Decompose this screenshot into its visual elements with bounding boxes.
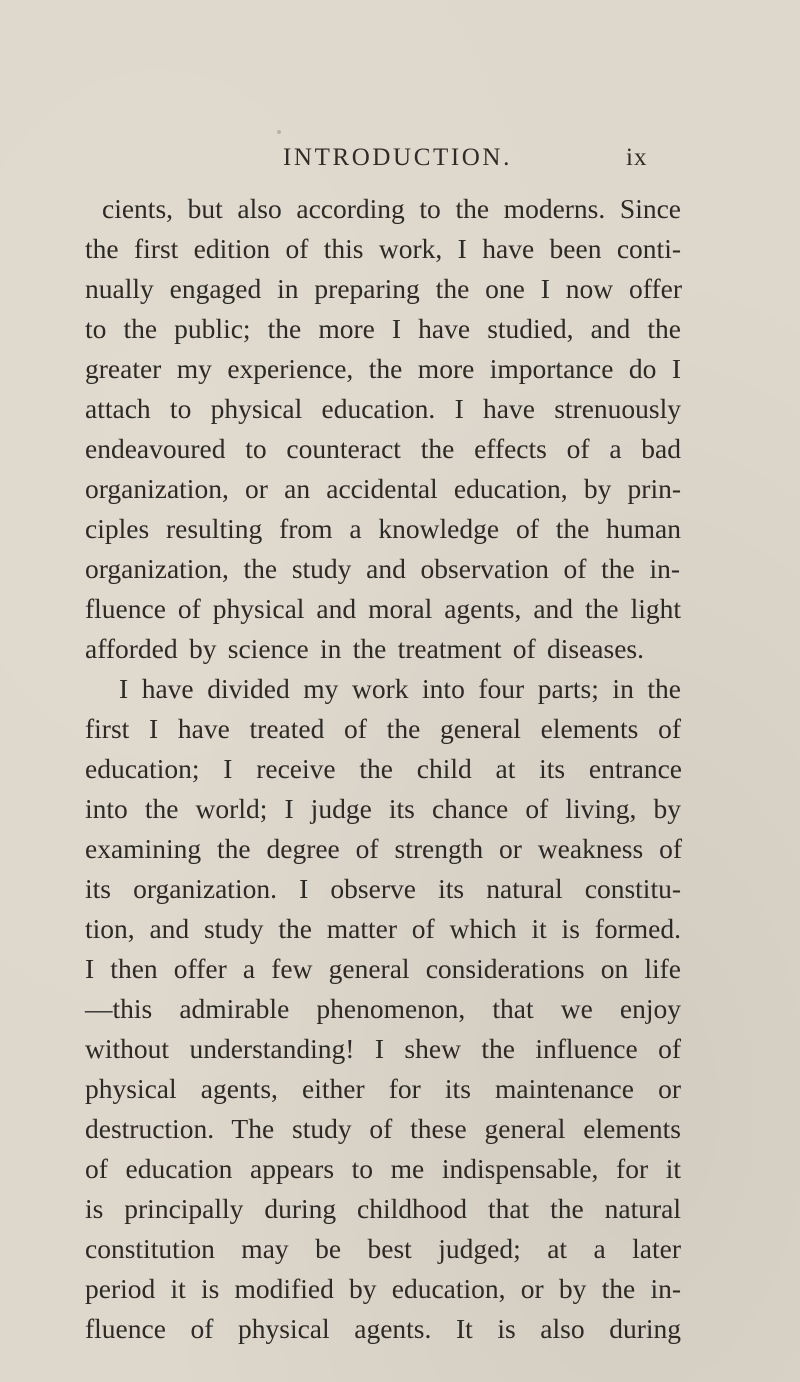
text-line: organization, the study and observation of the in- bbox=[85, 553, 680, 584]
text-line: organization, or an accidental education, by prin- bbox=[85, 473, 681, 504]
text-line: is principally during childhood that the natural bbox=[85, 1193, 681, 1224]
text-line: tion, and study the matter of which it is formed. bbox=[85, 913, 681, 944]
text-line: cients, but also according to the moderns. Since bbox=[102, 193, 681, 224]
text-line: attach to physical education. I have strenuously bbox=[85, 393, 681, 424]
text-line: afforded by science in the treatment of diseases. bbox=[85, 633, 644, 664]
page-number: ix bbox=[626, 144, 648, 171]
text-line: I then offer a few general considerations on life bbox=[85, 953, 681, 984]
text-line: to the public; the more I have studied, and the bbox=[85, 313, 681, 344]
text-line: ciples resulting from a knowledge of the human bbox=[85, 513, 681, 544]
text-line: without understanding! I shew the influence of bbox=[85, 1033, 681, 1064]
paper-speck bbox=[277, 130, 281, 134]
text-line: fluence of physical agents. It is also during bbox=[85, 1313, 681, 1344]
text-line: its organization. I observe its natural constitu- bbox=[85, 873, 681, 904]
text-line: —this admirable phenomenon, that we enjoy bbox=[85, 993, 681, 1024]
text-line: I have divided my work into four parts; in the bbox=[119, 673, 681, 704]
text-line: fluence of physical and moral agents, and the light bbox=[85, 593, 681, 624]
text-line: nually engaged in preparing the one I now offer bbox=[85, 273, 682, 304]
text-line: examining the degree of strength or weakness of bbox=[85, 833, 682, 864]
text-line: first I have treated of the general elements of bbox=[85, 713, 681, 744]
text-line: constitution may be best judged; at a later bbox=[85, 1233, 681, 1264]
text-line: greater my experience, the more importance do I bbox=[85, 353, 681, 384]
text-line: of education appears to me indispensable, for it bbox=[85, 1153, 681, 1184]
running-title: INTRODUCTION. bbox=[283, 144, 512, 171]
running-header bbox=[0, 144, 800, 184]
text-line: destruction. The study of these general elements bbox=[85, 1113, 681, 1144]
text-line: education; I receive the child at its entrance bbox=[85, 753, 682, 784]
text-line: period it is modified by education, or by the in- bbox=[85, 1273, 681, 1304]
text-line: physical agents, either for its maintenance or bbox=[85, 1073, 681, 1104]
text-line: endeavoured to counteract the effects of a bad bbox=[85, 433, 681, 464]
text-line: into the world; I judge its chance of living, by bbox=[85, 793, 681, 824]
text-line: the first edition of this work, I have been conti- bbox=[85, 233, 681, 264]
